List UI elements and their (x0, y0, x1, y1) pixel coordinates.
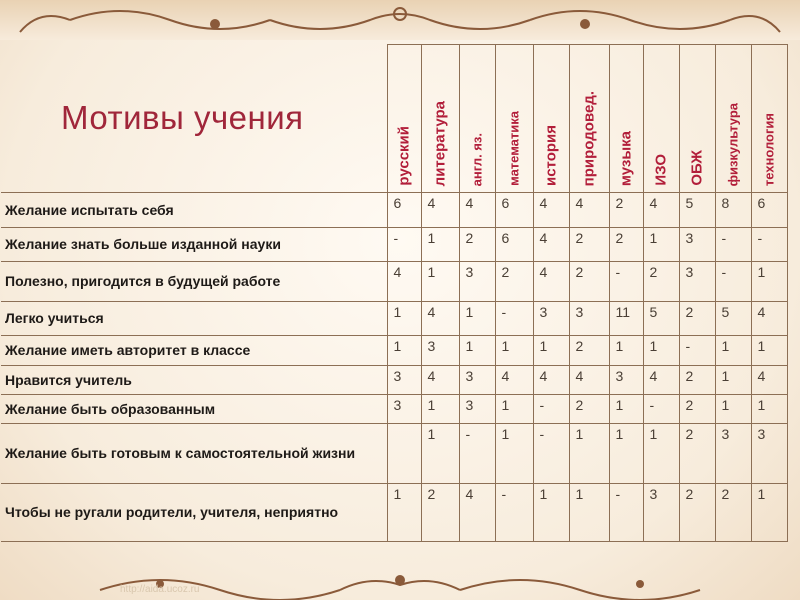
subject-header (715, 45, 751, 193)
row-label: Желание быть готовым к самостоятельной жизни (1, 424, 387, 484)
value-cell: 4 (643, 366, 679, 395)
value-cell: 1 (609, 395, 643, 424)
value-cell: 6 (495, 193, 533, 228)
motives-table (1, 44, 788, 542)
value-cell: 3 (387, 395, 421, 424)
value-cell: 1 (569, 424, 609, 484)
value-cell: - (609, 484, 643, 542)
subject-label: история (542, 124, 560, 186)
table-row (1, 262, 787, 302)
value-cell: - (751, 228, 787, 262)
value-cell: 1 (421, 395, 459, 424)
subject-header (609, 45, 643, 193)
value-cell: 1 (387, 336, 421, 366)
value-cell: 1 (643, 336, 679, 366)
row-label: Чтобы не ругали родители, учителя, неприятно (1, 484, 387, 542)
value-cell: - (533, 424, 569, 484)
value-cell: - (459, 424, 495, 484)
value-cell: 2 (569, 262, 609, 302)
subject-label: ОБЖ (688, 150, 706, 186)
value-cell: - (609, 262, 643, 302)
title-cell (1, 45, 387, 193)
value-cell: 3 (679, 228, 715, 262)
subject-header (569, 45, 609, 193)
value-cell: 1 (715, 395, 751, 424)
value-cell: 1 (751, 484, 787, 542)
value-cell: 3 (643, 484, 679, 542)
table-row (1, 336, 787, 366)
value-cell: 1 (569, 484, 609, 542)
value-cell: 1 (751, 395, 787, 424)
subject-label: музыка (617, 130, 635, 186)
value-cell: 1 (643, 228, 679, 262)
row-label: Полезно, пригодится в будущей работе (1, 262, 387, 302)
value-cell: 3 (751, 424, 787, 484)
subject-header (643, 45, 679, 193)
value-cell: 4 (387, 262, 421, 302)
value-cell: 3 (569, 302, 609, 336)
value-cell: 3 (459, 366, 495, 395)
row-label: Нравится учитель (1, 366, 387, 395)
value-cell: - (715, 262, 751, 302)
table-row (1, 193, 787, 228)
subject-header (751, 45, 787, 193)
value-cell: 2 (609, 193, 643, 228)
value-cell: 1 (751, 262, 787, 302)
value-cell: 2 (421, 484, 459, 542)
value-cell: 1 (609, 336, 643, 366)
watermark-url: http://aida.ucoz.ru (120, 584, 200, 595)
row-label: Желание испытать себя (1, 193, 387, 228)
value-cell: 1 (495, 336, 533, 366)
value-cell: 4 (569, 366, 609, 395)
value-cell: 1 (751, 336, 787, 366)
value-cell: 1 (421, 262, 459, 302)
table-row (1, 302, 787, 336)
value-cell: 1 (459, 302, 495, 336)
value-cell: 3 (459, 262, 495, 302)
value-cell: 4 (495, 366, 533, 395)
value-cell: 4 (569, 193, 609, 228)
subject-label: технология (761, 112, 777, 186)
value-cell: 1 (459, 336, 495, 366)
value-cell: 2 (679, 484, 715, 542)
value-cell: 2 (569, 336, 609, 366)
subject-header (533, 45, 569, 193)
value-cell: 1 (609, 424, 643, 484)
value-cell: 1 (715, 366, 751, 395)
subject-label: физкультура (725, 102, 741, 186)
value-cell: 3 (421, 336, 459, 366)
value-cell: 1 (533, 484, 569, 542)
value-cell: 5 (715, 302, 751, 336)
row-label: Легко учиться (1, 302, 387, 336)
value-cell: 2 (459, 228, 495, 262)
value-cell: 2 (569, 228, 609, 262)
value-cell: 4 (643, 193, 679, 228)
subject-header (421, 45, 459, 193)
value-cell: 6 (387, 193, 421, 228)
table-row (1, 366, 787, 395)
value-cell: - (495, 484, 533, 542)
table-row (1, 228, 787, 262)
table-row (1, 395, 787, 424)
subject-label: русский (395, 126, 413, 186)
value-cell: 2 (679, 302, 715, 336)
value-cell: 1 (421, 228, 459, 262)
page-title: Мотивы учения (61, 99, 304, 137)
row-label: Желание знать больше изданной науки (1, 228, 387, 262)
value-cell: 2 (609, 228, 643, 262)
value-cell: 1 (715, 336, 751, 366)
row-label: Желание быть образованным (1, 395, 387, 424)
value-cell: 4 (533, 193, 569, 228)
value-cell: 2 (569, 395, 609, 424)
value-cell: 5 (679, 193, 715, 228)
value-cell: 4 (533, 228, 569, 262)
value-cell: 4 (421, 193, 459, 228)
value-cell: 2 (715, 484, 751, 542)
value-cell: 1 (421, 424, 459, 484)
value-cell: 2 (495, 262, 533, 302)
subject-header (679, 45, 715, 193)
row-label: Желание иметь авторитет в классе (1, 336, 387, 366)
value-cell (387, 424, 421, 484)
value-cell: 3 (387, 366, 421, 395)
value-cell: 4 (459, 484, 495, 542)
subject-label: ИЗО (652, 154, 670, 186)
subject-label: природовед. (580, 90, 598, 186)
value-cell: 2 (679, 424, 715, 484)
header-row (1, 45, 787, 193)
value-cell: 4 (421, 366, 459, 395)
subject-header (459, 45, 495, 193)
value-cell: 3 (533, 302, 569, 336)
value-cell: 6 (495, 228, 533, 262)
value-cell: 11 (609, 302, 643, 336)
value-cell: 2 (679, 366, 715, 395)
value-cell: - (643, 395, 679, 424)
value-cell: 4 (533, 262, 569, 302)
value-cell: 4 (751, 302, 787, 336)
value-cell: - (495, 302, 533, 336)
value-cell: 3 (679, 262, 715, 302)
value-cell: 4 (751, 366, 787, 395)
value-cell: 4 (533, 366, 569, 395)
value-cell: 1 (387, 302, 421, 336)
value-cell: 4 (459, 193, 495, 228)
value-cell: 3 (715, 424, 751, 484)
value-cell: 2 (679, 395, 715, 424)
value-cell: 1 (533, 336, 569, 366)
value-cell: - (387, 228, 421, 262)
table-row (1, 484, 787, 542)
value-cell: 1 (495, 424, 533, 484)
value-cell: 2 (643, 262, 679, 302)
value-cell: 3 (609, 366, 643, 395)
value-cell: 5 (643, 302, 679, 336)
subject-label: математика (506, 111, 522, 186)
value-cell: - (679, 336, 715, 366)
value-cell: 1 (495, 395, 533, 424)
value-cell: 8 (715, 193, 751, 228)
table-row (1, 424, 787, 484)
value-cell: - (715, 228, 751, 262)
subject-label: литература (431, 100, 449, 186)
subject-header (387, 45, 421, 193)
value-cell: 4 (421, 302, 459, 336)
value-cell: 6 (751, 193, 787, 228)
value-cell: 1 (387, 484, 421, 542)
subject-label: англ. яз. (469, 132, 485, 186)
value-cell: 1 (643, 424, 679, 484)
value-cell: 3 (459, 395, 495, 424)
subject-header (495, 45, 533, 193)
value-cell: - (533, 395, 569, 424)
